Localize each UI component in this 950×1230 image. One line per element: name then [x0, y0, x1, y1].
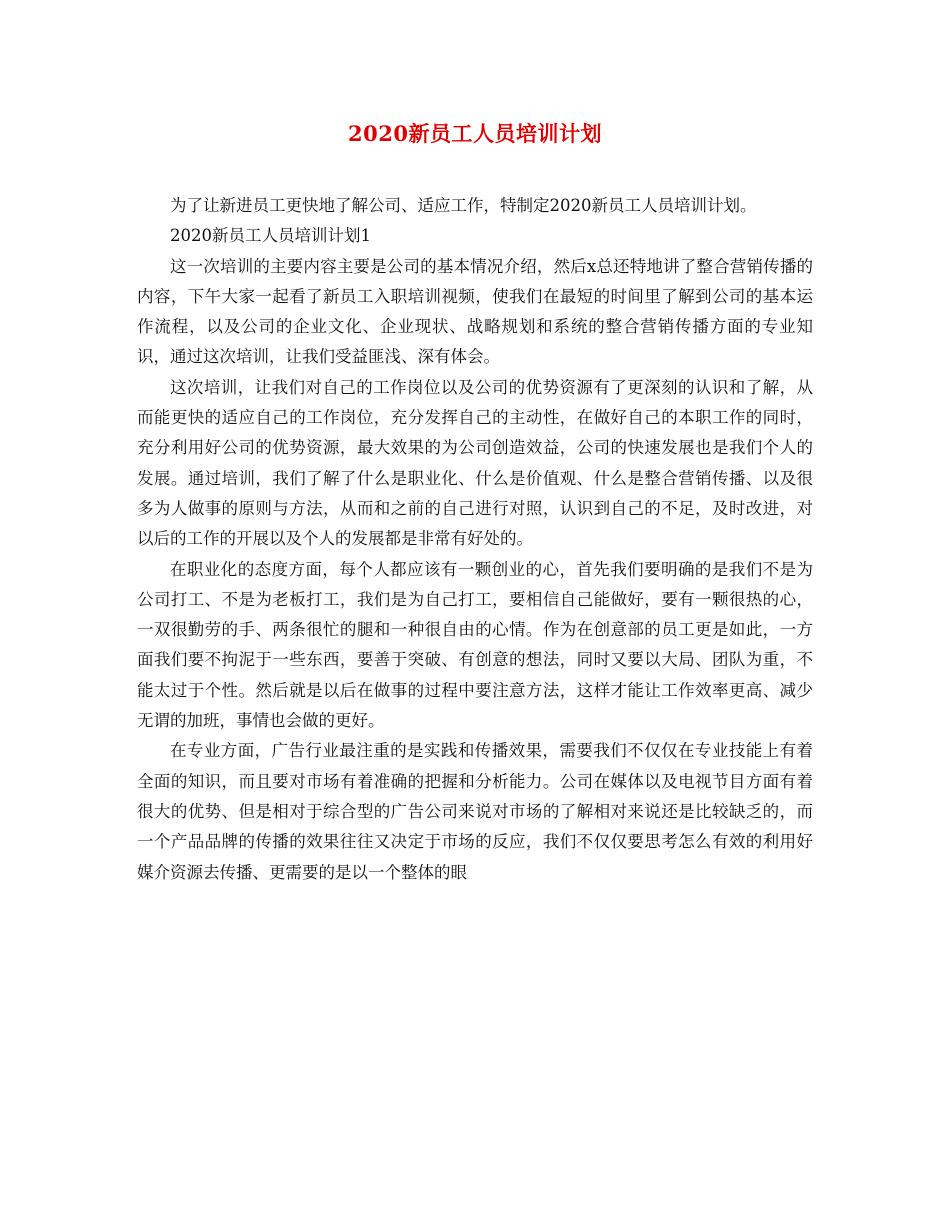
body-paragraph: 这一次培训的主要内容主要是公司的基本情况介绍，然后x总还特地讲了整合营销传播的内容，下午大家一起看了新员工入职培训视频，使我们在最短的时间里了解到公司的基本运作流程，以及公司的企业文化、企业现状、战略规划和系统的整合营销传播方面的专业知识，通过这次培训，让我们受益匪浅、深有体会。: [137, 256, 813, 367]
body-paragraph: 在职业化的态度方面，每个人都应该有一颗创业的心，首先我们要明确的是我们不是为公司打工、不是为老板打工，我们是为自己打工，要相信自己能做好，要有一颗很热的心，一双很勤劳的手、两条很忙的腿和一种很自由的心情。作为在创意部的员工更是如此，一方面我们要不拘泥于一些东西，要善于突破、有创意的想法，同时又要以大局、团队为重，不能太过于个性。然后就是以后在做事的过程中要注意方法，这样才能让工作效率更高、减少无谓的加班，事情也会做的更好。: [137, 559, 813, 731]
page-title: 2020新员工人员培训计划: [348, 121, 602, 146]
body-paragraph: 在专业方面，广告行业最注重的是实践和传播效果，需要我们不仅仅在专业技能上有着全面的知识，而且要对市场有着准确的把握和分析能力。公司在媒体以及电视节目方面有着很大的优势、但是相对于综合型的广告公司来说对市场的了解相对来说还是比较缺乏的，而一个产品品牌的传播的效果往往又决定于市场的反应，我们不仅仅要思考怎么有效的利用好媒介资源去传播、更需要的是以一个整体的眼: [137, 741, 813, 882]
document-body: [137, 191, 813, 888]
intro-paragraph: 为了让新进员工更快地了解公司、适应工作，特制定2020新员工人员培训计划。: [170, 196, 757, 215]
section-heading: 2020新员工人员培训计划1: [170, 226, 371, 246]
body-paragraph: 这次培训，让我们对自己的工作岗位以及公司的优势资源有了更深刻的认识和了解，从而能更快的适应自己的工作岗位，充分发挥自己的主动性，在做好自己的本职工作的同时，充分利用好公司的优势资源，最大效果的为公司创造效益，公司的快速发展也是我们个人的发展。通过培训，我们了解了什么是职业化、什么是价值观、什么是整合营销传播、以及很多为人做事的原则与方法，从而和之前的自己进行对照，认识到自己的不足，及时改进，对以后的工作的开展以及个人的发展都是非常有好处的。: [137, 377, 813, 549]
